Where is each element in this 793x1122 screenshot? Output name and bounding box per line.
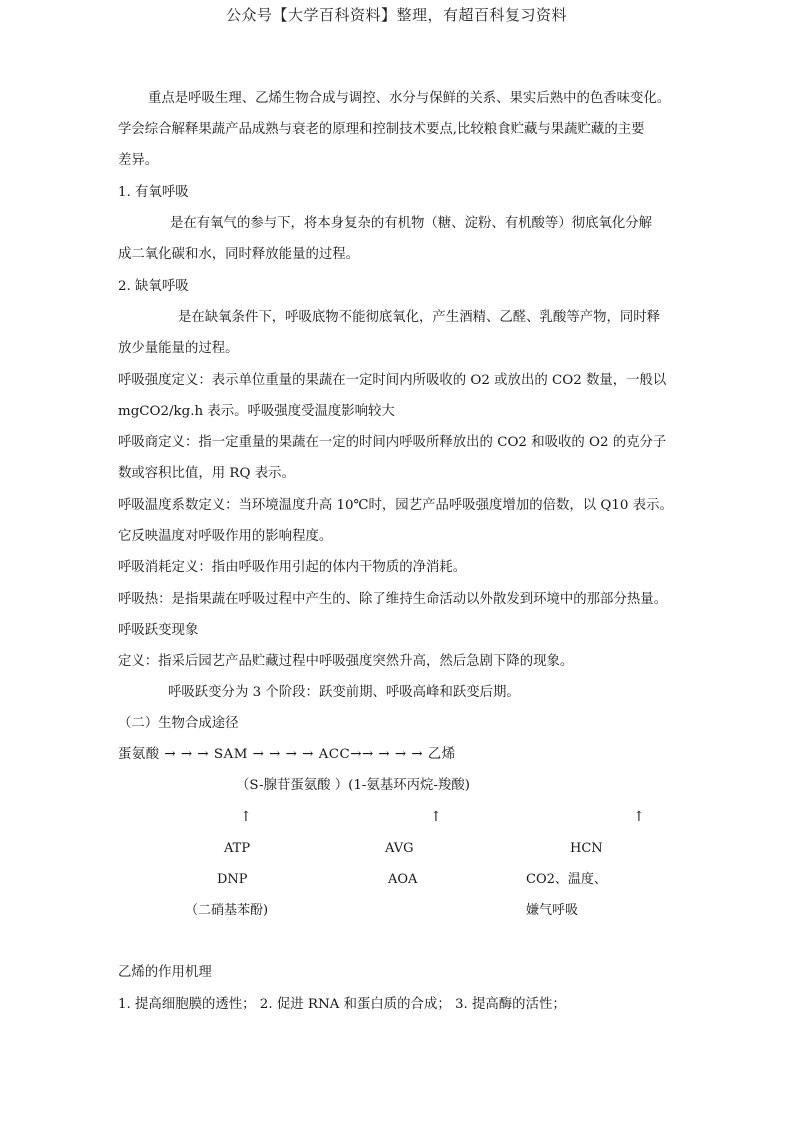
up-arrow-2: ↑	[430, 809, 442, 825]
aerobic-title: 1. 有氧呼吸	[118, 185, 189, 200]
factor-co2-temp: CO2、温度、	[526, 872, 607, 887]
ethylene-title: 乙烯的作用机理	[118, 965, 212, 980]
climacteric-def: 定义：指采后园艺产品贮藏过程中呼吸强度突然升高，然后急剧下降的现象。	[118, 654, 574, 669]
intro-line-3: 差异。	[118, 153, 159, 168]
inhibitor-avg: AVG	[385, 841, 414, 856]
factor-anaerobic: 嫌气呼吸	[526, 903, 579, 918]
q10-def-line-1: 呼吸温度系数定义：当环境温度升高 10℃时，园艺产品呼吸强度增加的倍数，以 Q10 表示。	[118, 498, 673, 513]
consumption-def: 呼吸消耗定义：指由呼吸作用引起的体内干物质的净消耗。	[118, 560, 467, 575]
anaerobic-line-1: 是在缺氧条件下，呼吸底物不能彻底氧化，产生酒精、乙醛、乳酸等产物，同时释	[178, 310, 661, 325]
aerobic-line-1: 是在有氧气的参与下，将本身复杂的有机物（糖、淀粉、有机酸等）彻底氧化分解	[170, 216, 653, 231]
quotient-def-line-1: 呼吸商定义：指一定重量的果蔬在一定的时间内呼吸所释放出的 CO2 和吸收的 O2 的克分子	[118, 435, 667, 450]
climacteric-stages: 呼吸跃变分为 3 个阶段：跃变前期、呼吸高峰和跃变后期。	[168, 685, 520, 700]
heat-def: 呼吸热：是指果蔬在呼吸过程中产生的、除了维持生命活动以外散发到环境中的那部分热量。	[118, 592, 668, 607]
intensity-def-line-1: 呼吸强度定义：表示单位重量的果蔬在一定时间内所吸收的 O2 或放出的 CO2 数量，一般以	[118, 373, 667, 388]
intro-line-2: 学会综合解释果蔬产品成熟与衰老的原理和控制技术要点,比较粮食贮藏与果蔬贮藏的主要	[118, 122, 645, 137]
inhibitor-aoa: AOA	[388, 872, 418, 887]
q10-def-line-2: 它反映温度对呼吸作用的影响程度。	[118, 529, 333, 544]
anaerobic-line-2: 放少量能量的过程。	[118, 341, 239, 356]
intensity-def-line-2: mgCO2/kg.h 表示。呼吸强度受温度影响较大	[118, 404, 395, 419]
factor-hcn: HCN	[570, 841, 603, 856]
intro-line-1: 重点是呼吸生理、乙烯生物合成与调控、水分与保鲜的关系、果实后熟中的色香味变化。	[148, 91, 671, 106]
quotient-def-line-2: 数或容积比值，用 RQ 表示。	[118, 466, 295, 481]
inhibitor-dnp-note: （二硝基苯酚)	[185, 903, 269, 918]
inhibitor-dnp: DNP	[217, 872, 248, 887]
inhibitor-atp: ATP	[224, 841, 251, 856]
aerobic-line-2: 成二氧化碳和水，同时释放能量的过程。	[118, 247, 360, 262]
biosynthesis-chain: 蛋氨酸 → → → SAM → → → → ACC→→ → → → 乙烯	[118, 747, 456, 762]
up-arrow-3: ↑	[633, 809, 645, 825]
ethylene-line-1: 1. 提高细胞膜的透性； 2. 促进 RNA 和蛋白质的合成； 3. 提高酶的活性；	[118, 997, 566, 1012]
page-header: 公众号【大学百科资料】整理，有超百科复习资料	[225, 6, 567, 24]
anaerobic-title: 2. 缺氧呼吸	[118, 279, 189, 294]
biosynthesis-sam-note: （S-腺苷蛋氨酸 ）(1-氨基环丙烷-羧酸)	[236, 778, 470, 793]
biosynthesis-title: （二）生物合成途径	[118, 716, 239, 731]
climacteric-title: 呼吸跃变现象	[118, 623, 199, 638]
up-arrow-1: ↑	[240, 809, 252, 825]
